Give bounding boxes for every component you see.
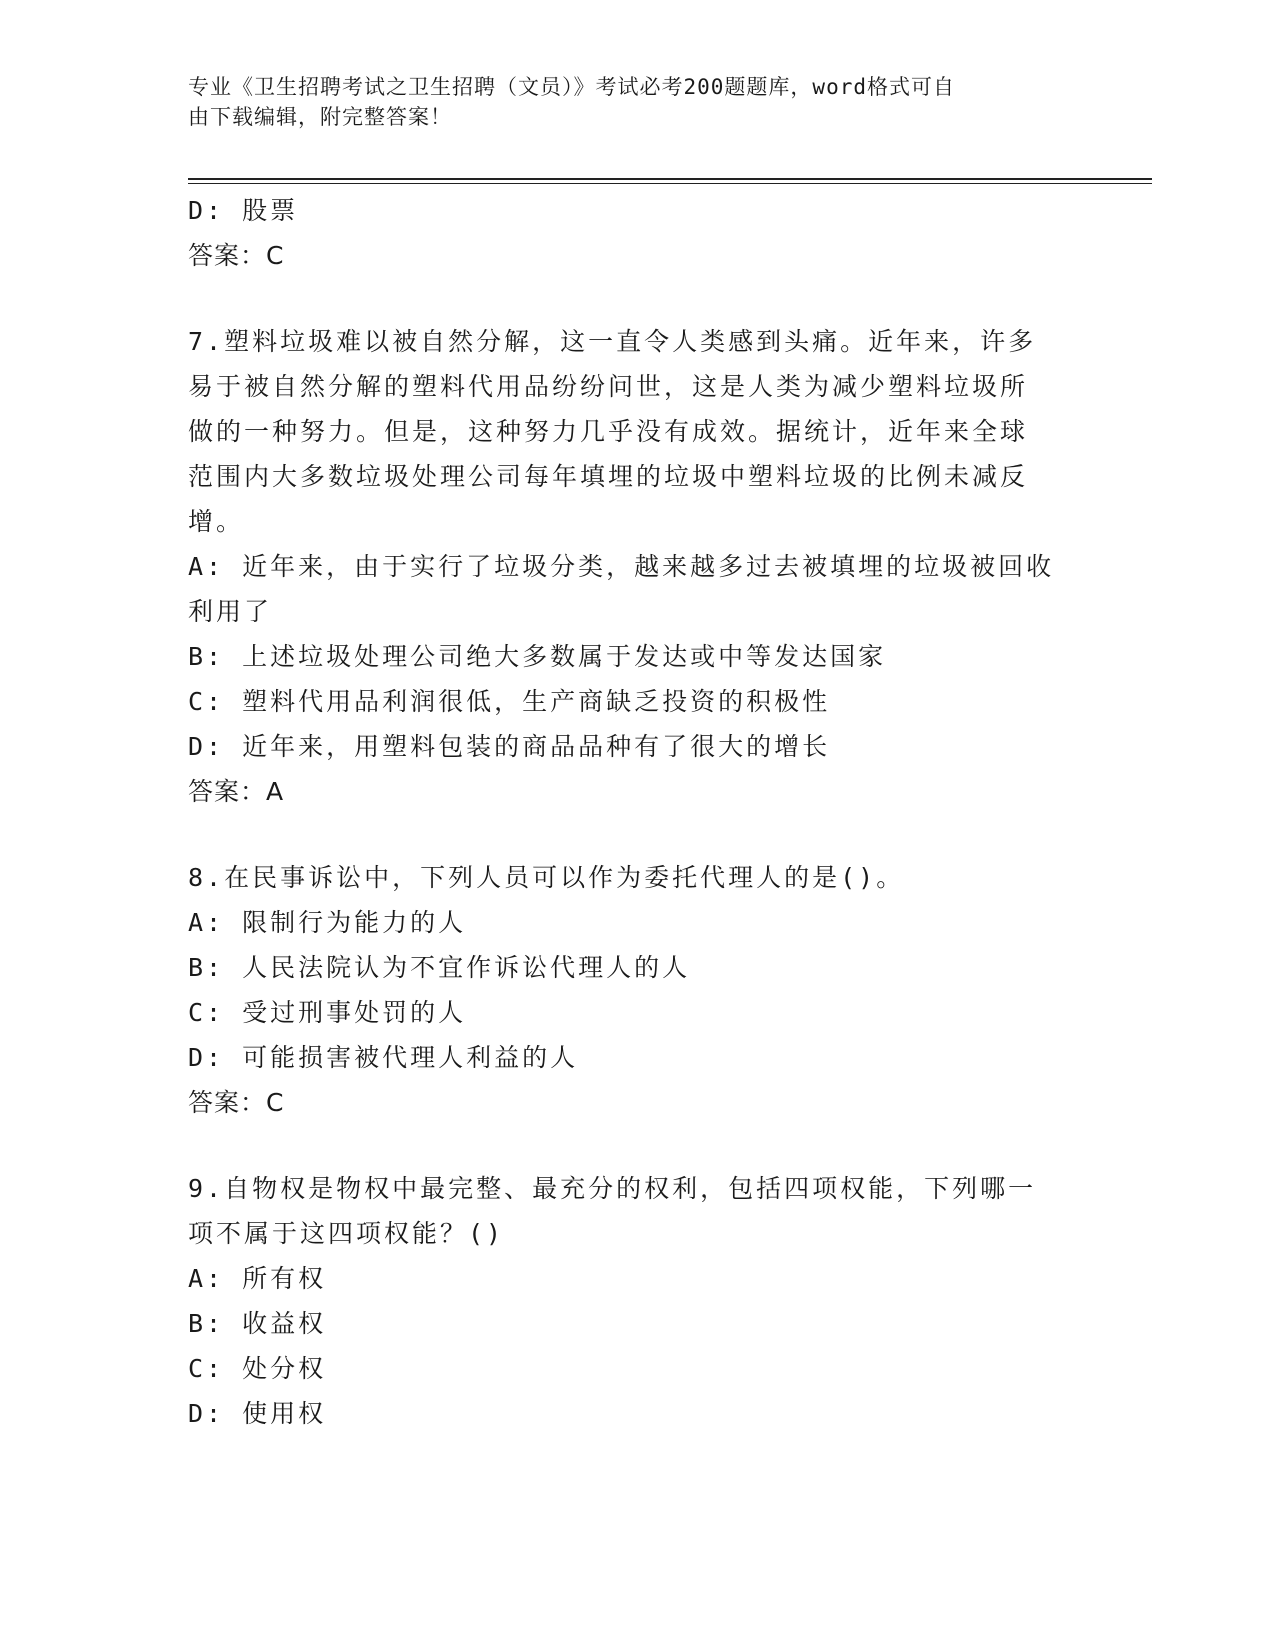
option-b: B: 人民法院认为不宜作诉讼代理人的人 (188, 953, 691, 982)
option-d: D: 可能损害被代理人利益的人 (188, 1043, 579, 1072)
option-c: C: 塑料代用品利润很低，生产商缺乏投资的积极性 (188, 687, 831, 716)
document-header (188, 72, 1068, 132)
stem-line: 做的一种努力。但是，这种努力几乎没有成效。据统计，近年来全球 (188, 417, 1029, 446)
option-a: A: 所有权 (188, 1264, 327, 1293)
option-b: B: 上述垃圾处理公司绝大多数属于发达或中等发达国家 (188, 642, 887, 671)
option-d: D: 股票 (188, 196, 299, 225)
stem-line: 范围内大多数垃圾处理公司每年填埋的垃圾中塑料垃圾的比例未减反 (188, 462, 1029, 491)
header-line-1: 专业《卫生招聘考试之卫生招聘（文员）》考试必考200题题库，word格式可自 (188, 75, 955, 99)
spacer (188, 1125, 1068, 1166)
answer-line: 答案：C (188, 241, 285, 270)
spacer (188, 814, 1068, 855)
stem-line: 易于被自然分解的塑料代用品纷纷问世，这是人类为减少塑料垃圾所 (188, 372, 1029, 401)
question-7 (188, 319, 1068, 814)
question-stem (188, 319, 1068, 544)
stem-line: 8.在民事诉讼中，下列人员可以作为委托代理人的是()。 (188, 863, 905, 892)
option-d: D: 使用权 (188, 1399, 327, 1428)
stem-line: 7.塑料垃圾难以被自然分解，这一直令人类感到头痛。近年来，许多 (188, 327, 1037, 356)
option-c: C: 处分权 (188, 1354, 327, 1383)
spacer (188, 278, 1068, 319)
option-a: A: 近年来，由于实行了垃圾分类，越来越多过去被填埋的垃圾被回收 (188, 552, 1055, 581)
option-a: A: 限制行为能力的人 (188, 908, 467, 937)
document-body (188, 188, 1068, 1436)
option-b: B: 收益权 (188, 1309, 327, 1338)
option-c: C: 受过刑事处罚的人 (188, 998, 467, 1027)
header-line-2: 由下载编辑，附完整答案！ (188, 105, 452, 129)
answer-line: 答案：A (188, 777, 285, 806)
stem-line: 项不属于这四项权能？() (188, 1219, 505, 1248)
option-a-continued: 利用了 (188, 597, 273, 626)
option-d: D: 近年来，用塑料包装的商品品种有了很大的增长 (188, 732, 831, 761)
header-divider (188, 178, 1152, 184)
answer-line: 答案：C (188, 1088, 285, 1117)
stem-line: 增。 (188, 507, 245, 536)
stem-line: 9.自物权是物权中最完整、最充分的权利，包括四项权能，下列哪一 (188, 1174, 1037, 1203)
question-8 (188, 855, 1068, 1125)
question-9 (188, 1166, 1068, 1436)
